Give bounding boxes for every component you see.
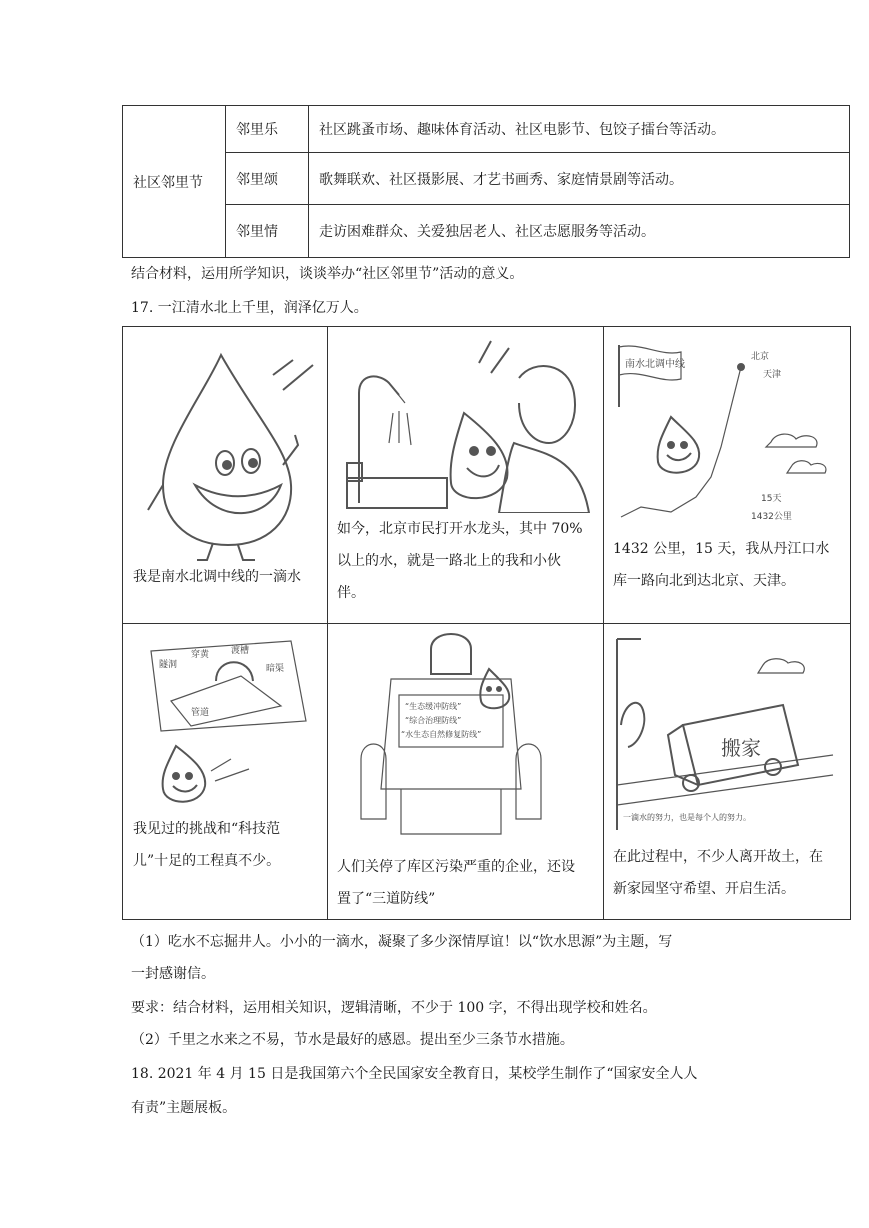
svg-text:搬家: 搬家 <box>721 736 761 760</box>
table-row-content: 歌舞联欢、社区摄影展、才艺书画秀、家庭情景剧等活动。 <box>309 153 850 205</box>
svg-text:渡槽: 渡槽 <box>231 646 250 656</box>
panel-3-caption-line: 库一路向北到达北京、天津。 <box>613 573 795 589</box>
svg-text:“水生态自然修复防线”: “水生态自然修复防线” <box>401 730 482 739</box>
panel-6-caption-line: 新家园坚守希望、开启生活。 <box>613 881 795 897</box>
svg-text:暗渠: 暗渠 <box>266 664 285 674</box>
q17-requirement: 要求：结合材料，运用相关知识，逻辑清晰，不少于 100 字，不得出现学校和姓名。 <box>131 1000 657 1016</box>
table-row-name: 邻里情 <box>226 205 309 258</box>
q16-prompt: 结合材料，运用所学知识，谈谈举办“社区邻里节”活动的意义。 <box>131 266 524 282</box>
panel-4-caption-line: 我见过的挑战和“科技范 <box>133 821 281 837</box>
svg-text:管道: 管道 <box>191 708 210 718</box>
svg-text:穿黄: 穿黄 <box>191 650 210 660</box>
neighbor-festival-table <box>122 105 850 258</box>
svg-text:15天: 15天 <box>761 494 782 504</box>
svg-text:北京: 北京 <box>751 352 770 362</box>
three-defense-lines-icon <box>341 629 593 849</box>
q18-line: 有责”主题展板。 <box>131 1100 237 1116</box>
q17-part2: （2）千里之水来之不易，节水是最好的感恩。提出至少三条节水措施。 <box>131 1032 574 1048</box>
svg-text:一滴水的努力，也是每个人的努力。: 一滴水的努力，也是每个人的努力。 <box>623 813 751 822</box>
comic-grid <box>122 326 851 920</box>
panel-4-caption-line: 儿”十足的工程真不少。 <box>133 853 281 869</box>
svg-text:“生态缓冲防线”: “生态缓冲防线” <box>405 702 462 711</box>
table-category: 社区邻里节 <box>123 106 226 258</box>
q17-part1-line: （1）吃水不忘掘井人。小小的一滴水，凝聚了多少深情厚谊！以“饮水思源”为主题，写 <box>131 934 673 950</box>
faucet-scene-icon <box>339 333 594 513</box>
water-drop-character-icon <box>133 335 323 565</box>
q17-part1-line: 一封感谢信。 <box>131 966 215 982</box>
moving-truck-icon <box>613 635 841 835</box>
svg-text:天津: 天津 <box>763 370 782 380</box>
panel-1-caption: 我是南水北调中线的一滴水 <box>133 569 301 585</box>
table-row-content: 走访困难群众、关爱独居老人、社区志愿服务等活动。 <box>309 205 850 258</box>
q18-line: 18. 2021 年 4 月 15 日是我国第六个全民国家安全教育日，某校学生制作了“国家安全人人 <box>131 1066 698 1082</box>
panel-2-caption-line: 伴。 <box>337 585 365 601</box>
svg-text:隧洞: 隧洞 <box>159 660 178 670</box>
panel-6-caption-line: 在此过程中，不少人离开故土，在 <box>613 849 823 865</box>
table-row-name: 邻里乐 <box>226 106 309 153</box>
panel-3-caption-line: 1432 公里，15 天，我从丹江口水 <box>613 541 830 557</box>
svg-text:“综合治理防线”: “综合治理防线” <box>405 716 462 725</box>
q17-title: 17. 一江清水北上千里，润泽亿万人。 <box>131 300 368 316</box>
table-row-content: 社区跳蚤市场、趣味体育活动、社区电影节、包饺子擂台等活动。 <box>309 106 850 153</box>
svg-text:南水北调中线: 南水北调中线 <box>625 359 685 370</box>
panel-2-caption-line: 以上的水，就是一路北上的我和小伙 <box>337 553 561 569</box>
panel-2-caption-line: 如今，北京市民打开水龙头，其中 70% <box>337 521 583 537</box>
route-map-icon <box>611 337 843 527</box>
engineering-projects-icon <box>131 631 321 811</box>
panel-5-caption-line: 人们关停了库区污染严重的企业，还设 <box>337 859 575 875</box>
svg-text:1432公里: 1432公里 <box>751 512 792 522</box>
panel-5-caption-line: 置了“三道防线” <box>337 891 436 907</box>
table-row-name: 邻里颂 <box>226 153 309 205</box>
